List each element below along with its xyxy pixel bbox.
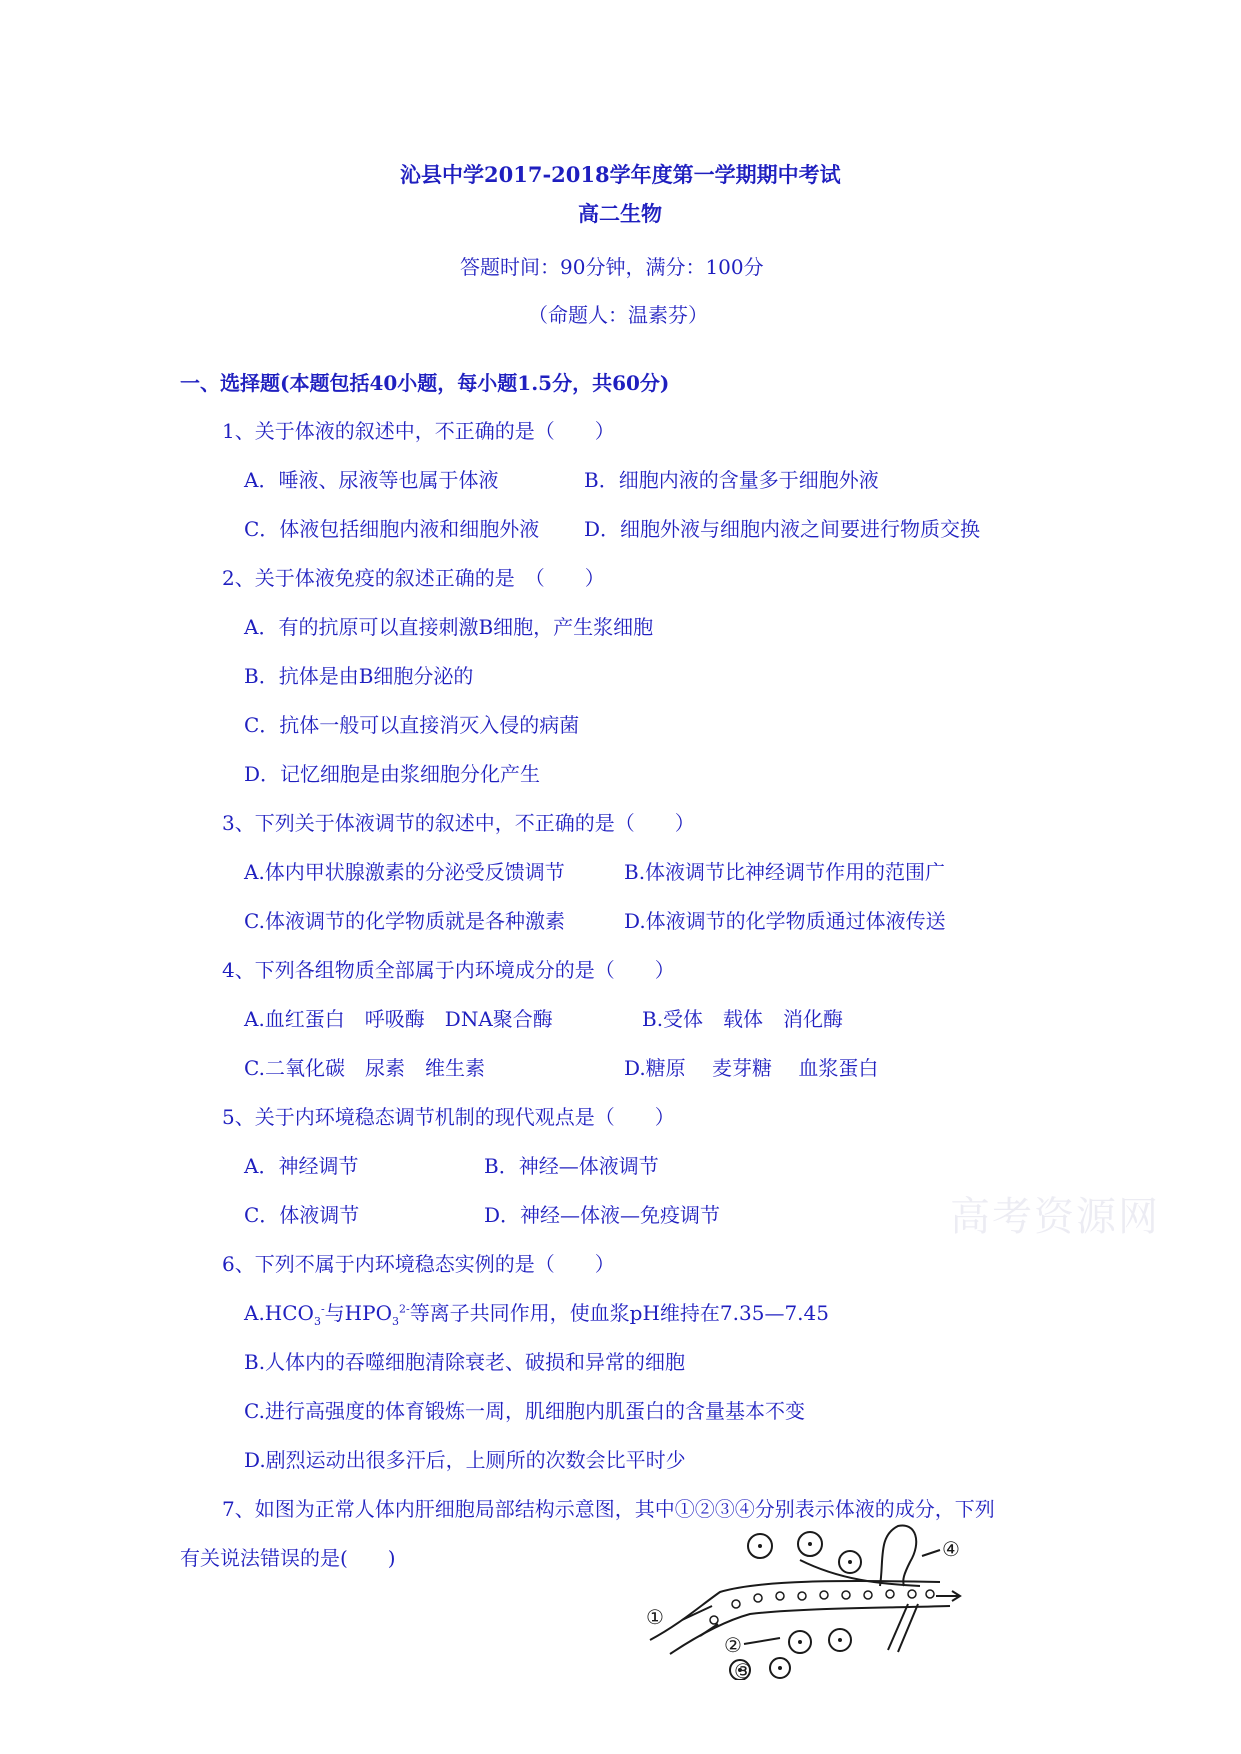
question-2-option-a: A．有的抗原可以直接刺激B细胞，产生浆细胞: [244, 615, 654, 639]
blood-cell: [908, 1590, 916, 1598]
question-3-option-a: A.体内甲状腺激素的分泌受反馈调节: [244, 860, 565, 884]
question-6-stem: 6、下列不属于内环境稳态实例的是（ ）: [222, 1252, 615, 1276]
cell-nucleus: [808, 1542, 812, 1546]
question-7-stem-line-1: 7、如图为正常人体内肝细胞局部结构示意图，其中①②③④分别表示体液的成分，下列: [222, 1497, 995, 1521]
question-2-option-c: C．抗体一般可以直接消灭入侵的病菌: [244, 713, 580, 737]
diagram-label-1: ①: [646, 1605, 664, 1629]
label-2-leader: [744, 1638, 780, 1644]
cell-nucleus: [848, 1560, 852, 1564]
question-6-option-c: C.进行高强度的体育锻炼一周，肌细胞内肌蛋白的含量基本不变: [244, 1399, 805, 1423]
question-1-option-d: D．细胞外液与细胞内液之间要进行物质交换: [584, 517, 981, 541]
question-6-option-d: D.剧烈运动出很多汗后，上厕所的次数会比平时少: [244, 1448, 686, 1472]
question-4-option-d: D.糖原 麦芽糖 血浆蛋白: [624, 1056, 879, 1080]
liver-cell-diagram: [640, 1520, 980, 1680]
question-7-stem-line-2: 有关说法错误的是( ): [180, 1546, 396, 1570]
q6a-text-3: 等离子共同作用，使血浆pH维持在7.35—7.45: [409, 1301, 829, 1325]
diagram-label-3: ③: [734, 1659, 752, 1680]
question-5-option-d: D．神经—体液—免疫调节: [484, 1203, 721, 1227]
question-2-stem: 2、关于体液免疫的叙述正确的是 （ ）: [222, 566, 605, 590]
diagram-label-2: ②: [724, 1633, 742, 1657]
question-3-option-c: C.体液调节的化学物质就是各种激素: [244, 909, 565, 933]
exam-time-info: 答题时间：90分钟，满分：100分: [460, 255, 764, 279]
blood-cell: [732, 1600, 740, 1608]
blood-cell: [842, 1591, 850, 1599]
flow-arrow-in: [700, 1624, 718, 1636]
question-5-stem: 5、关于内环境稳态调节机制的现代观点是（ ）: [222, 1105, 675, 1129]
question-2-option-b: B．抗体是由B细胞分泌的: [244, 664, 474, 688]
vessel-outlet-1: [888, 1604, 908, 1650]
question-3-option-d: D.体液调节的化学物质通过体液传送: [624, 909, 946, 933]
q6a-text-2: 与HPO: [324, 1301, 392, 1325]
q6a-sup-1: -: [320, 1302, 325, 1316]
question-4-option-a: A.血红蛋白 呼吸酶 DNA聚合酶: [244, 1007, 553, 1031]
cell-nucleus: [758, 1544, 762, 1548]
question-6-option-a: [244, 1300, 829, 1326]
cell-nucleus: [778, 1666, 782, 1670]
lymph-branch: [880, 1525, 916, 1586]
diagram-label-4: ④: [942, 1537, 960, 1561]
blood-cell: [776, 1592, 784, 1600]
q6a-sub-1: 3: [313, 1315, 321, 1328]
blood-cell: [886, 1590, 894, 1598]
question-4-stem: 4、下列各组物质全部属于内环境成分的是（ ）: [222, 958, 675, 982]
question-3-stem: 3、下列关于体液调节的叙述中，不正确的是（ ）: [222, 811, 695, 835]
question-6-option-b: B.人体内的吞噬细胞清除衰老、破损和异常的细胞: [244, 1350, 686, 1374]
question-1-option-a: A．唾液、尿液等也属于体液: [244, 468, 499, 492]
exam-subject: 高二生物: [578, 201, 662, 226]
question-1-option-c: C．体液包括细胞内液和细胞外液: [244, 517, 540, 541]
question-4-option-b: B.受体 载体 消化酶: [642, 1007, 844, 1031]
vessel-outlet-2: [898, 1604, 918, 1652]
blood-cell: [710, 1616, 718, 1624]
blood-cell: [798, 1592, 806, 1600]
cell-nucleus: [838, 1638, 842, 1642]
question-2-option-d: D．记忆细胞是由浆细胞分化产生: [244, 762, 541, 786]
flow-arrow-right: [936, 1591, 960, 1601]
blood-cell: [754, 1594, 762, 1602]
question-3-option-b: B.体液调节比神经调节作用的范围广: [624, 860, 946, 884]
question-5-option-a: A．神经调节: [244, 1154, 359, 1178]
question-4-option-c: C.二氧化碳 尿素 维生素: [244, 1056, 485, 1080]
q6a-text-1: A.HCO: [244, 1301, 314, 1325]
q6a-sub-2: 3: [391, 1315, 399, 1328]
cell-nucleus: [798, 1640, 802, 1644]
q6a-sup-2: 2-: [398, 1302, 410, 1316]
question-1-option-b: B．细胞内液的含量多于细胞外液: [584, 468, 879, 492]
question-5-option-c: C．体液调节: [244, 1203, 360, 1227]
section-heading-choice: 一、选择题(本题包括40小题，每小题1.5分，共60分): [180, 371, 670, 395]
label-4-leader: [922, 1550, 940, 1556]
question-5-option-b: B．神经—体液调节: [484, 1154, 659, 1178]
blood-cell: [820, 1591, 828, 1599]
blood-cell: [864, 1591, 872, 1599]
exam-author: （命题人：温素芬）: [528, 303, 708, 327]
watermark: 高考资源网: [950, 1194, 1160, 1240]
exam-title: 沁县中学2017-2018学年度第一学期期中考试: [400, 162, 841, 187]
blood-cell: [926, 1590, 934, 1598]
question-1-stem: 1、关于体液的叙述中，不正确的是（ ）: [222, 419, 615, 443]
